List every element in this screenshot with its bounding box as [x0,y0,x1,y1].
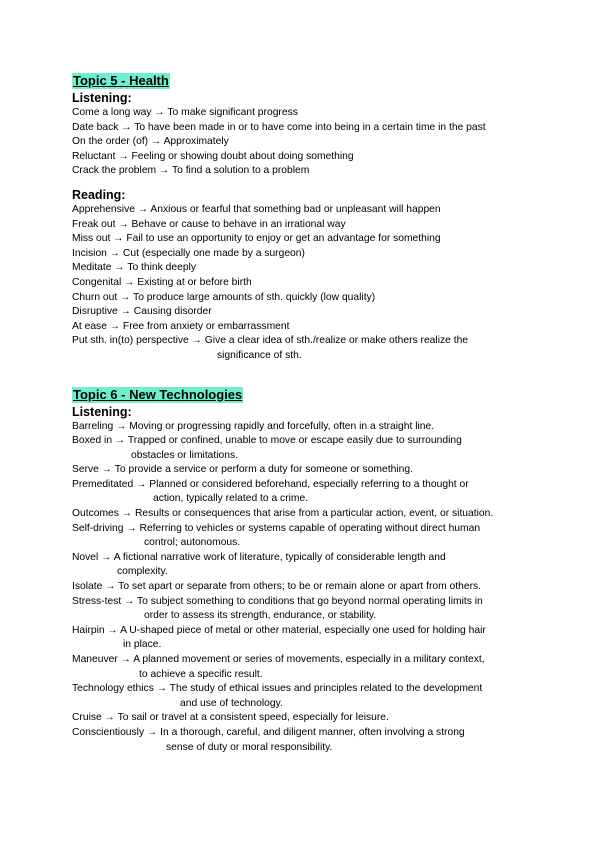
topic-6-listening-heading: Listening: [72,404,132,419]
vocab-entry [72,478,542,507]
vocab-entry-continuation: order to assess its strength, endurance, or stability. [144,610,377,622]
topic-6-listening-list [72,420,542,756]
vocab-entry: Miss out → Fail to use an opportunity to enjoy or get an advantage for something [72,233,441,245]
vocab-entry: Incision → Cut (especially one made by a surgeon) [72,247,305,259]
vocab-entry-continuation: in place. [123,639,162,651]
vocab-entry [72,522,542,551]
topic-5-reading-heading: Reading: [72,187,126,202]
vocab-entry [72,653,542,682]
vocab-entry-line: Conscientiously → In a thorough, careful, and diligent manner, often involving a strong [72,726,465,738]
topic-5-section [72,72,542,364]
vocab-entry-line: Outcomes → Results or consequences that arise from a particular action, event, or situation. [72,508,494,520]
vocab-entry-line: Premeditated → Planned or considered beforehand, especially referring to a thought or [72,478,469,490]
topic-5-title: Topic 5 - Health [73,73,169,88]
vocab-entry: Reluctant → Feeling or showing doubt about doing something [72,150,354,162]
vocab-entry: Date back → To have been made in or to have come into being in a certain time in the past [72,121,486,133]
topic-6-title: Topic 6 - New Technologies [73,386,243,402]
vocab-entry-line: Cruise → To sail or travel at a consistent speed, especially for leisure. [72,712,389,724]
vocab-entry [72,682,542,711]
vocab-entry [72,624,542,653]
vocab-entry [72,463,542,478]
vocab-entry-line: Hairpin → A U-shaped piece of metal or other material, especially one used for holding hair [72,624,486,636]
vocab-entry: Crack the problem → To find a solution to a problem [72,165,310,177]
vocab-entry [72,711,542,726]
vocab-entry-continuation: to achieve a specific result. [139,668,263,680]
topic-5-reading-list [72,203,542,364]
vocab-entry-line: Serve → To provide a service or perform a duty for someone or something. [72,464,413,476]
vocab-entry-line: Stress-test → To subject something to conditions that go beyond normal operating limits in [72,595,483,607]
vocab-entry-continuation: obstacles or limitations. [131,449,239,461]
vocab-entry-line: Put sth. in(to) perspective → Give a clear idea of sth./realize or make others realize the [72,335,469,347]
vocab-entry: Congenital → Existing at or before birth [72,276,252,288]
vocab-entry-line: Barreling → Moving or progressing rapidly and forcefully, often in a straight line. [72,420,435,432]
vocab-entry-continuation: control; autonomous. [144,537,241,549]
vocab-entry-continuation: action, typically related to a crime. [153,493,309,505]
vocab-entry: Freak out → Behave or cause to behave in an irrational way [72,218,346,230]
vocab-entry-continuation: and use of technology. [180,697,283,709]
vocab-entry: Disruptive → Causing disorder [72,306,212,318]
vocab-entry [72,580,542,595]
vocab-entry: Come a long way → To make significant progress [72,107,298,118]
vocab-entry [72,595,542,624]
vocab-entry-line: Self-driving → Referring to vehicles or systems capable of operating without direct human [72,522,481,534]
vocab-entry: On the order (of) → Approximately [72,136,229,148]
vocab-entry [72,434,542,463]
vocab-entry-line: Technology ethics → The study of ethical issues and principles related to the development [72,683,483,695]
vocab-entry: Churn out → To produce large amounts of sth. quickly (low quality) [72,291,376,303]
topic-5-listening-list [72,106,542,179]
vocab-entry-continuation: sense of duty or moral responsibility. [166,741,333,753]
topic-6-section [72,386,542,756]
vocab-entry: Meditate → To think deeply [72,262,197,274]
vocab-entry-line: Isolate → To set apart or separate from others; to be or remain alone or apart from others. [72,581,482,593]
vocab-entry: Apprehensive → Anxious or fearful that something bad or unpleasant will happen [72,203,441,215]
topic-5-listening-heading: Listening: [72,91,132,105]
vocab-entry [72,726,542,755]
vocab-entry [72,551,542,580]
vocab-entry [72,420,542,435]
vocab-entry-continuation: complexity. [117,566,168,578]
vocab-entry [72,334,542,363]
vocab-entry-line: Maneuver → A planned movement or series of movements, especially in a military context, [72,654,485,665]
vocab-entry [72,507,542,522]
vocab-entry: At ease → Free from anxiety or embarrassment [72,320,290,332]
document-page [72,72,542,755]
vocab-entry-line: Boxed in → Trapped or confined, unable to move or escape easily due to surrounding [72,435,462,447]
vocab-entry-continuation: significance of sth. [217,349,302,361]
vocab-entry-line: Novel → A fictional narrative work of literature, typically of considerable length and [72,551,446,563]
